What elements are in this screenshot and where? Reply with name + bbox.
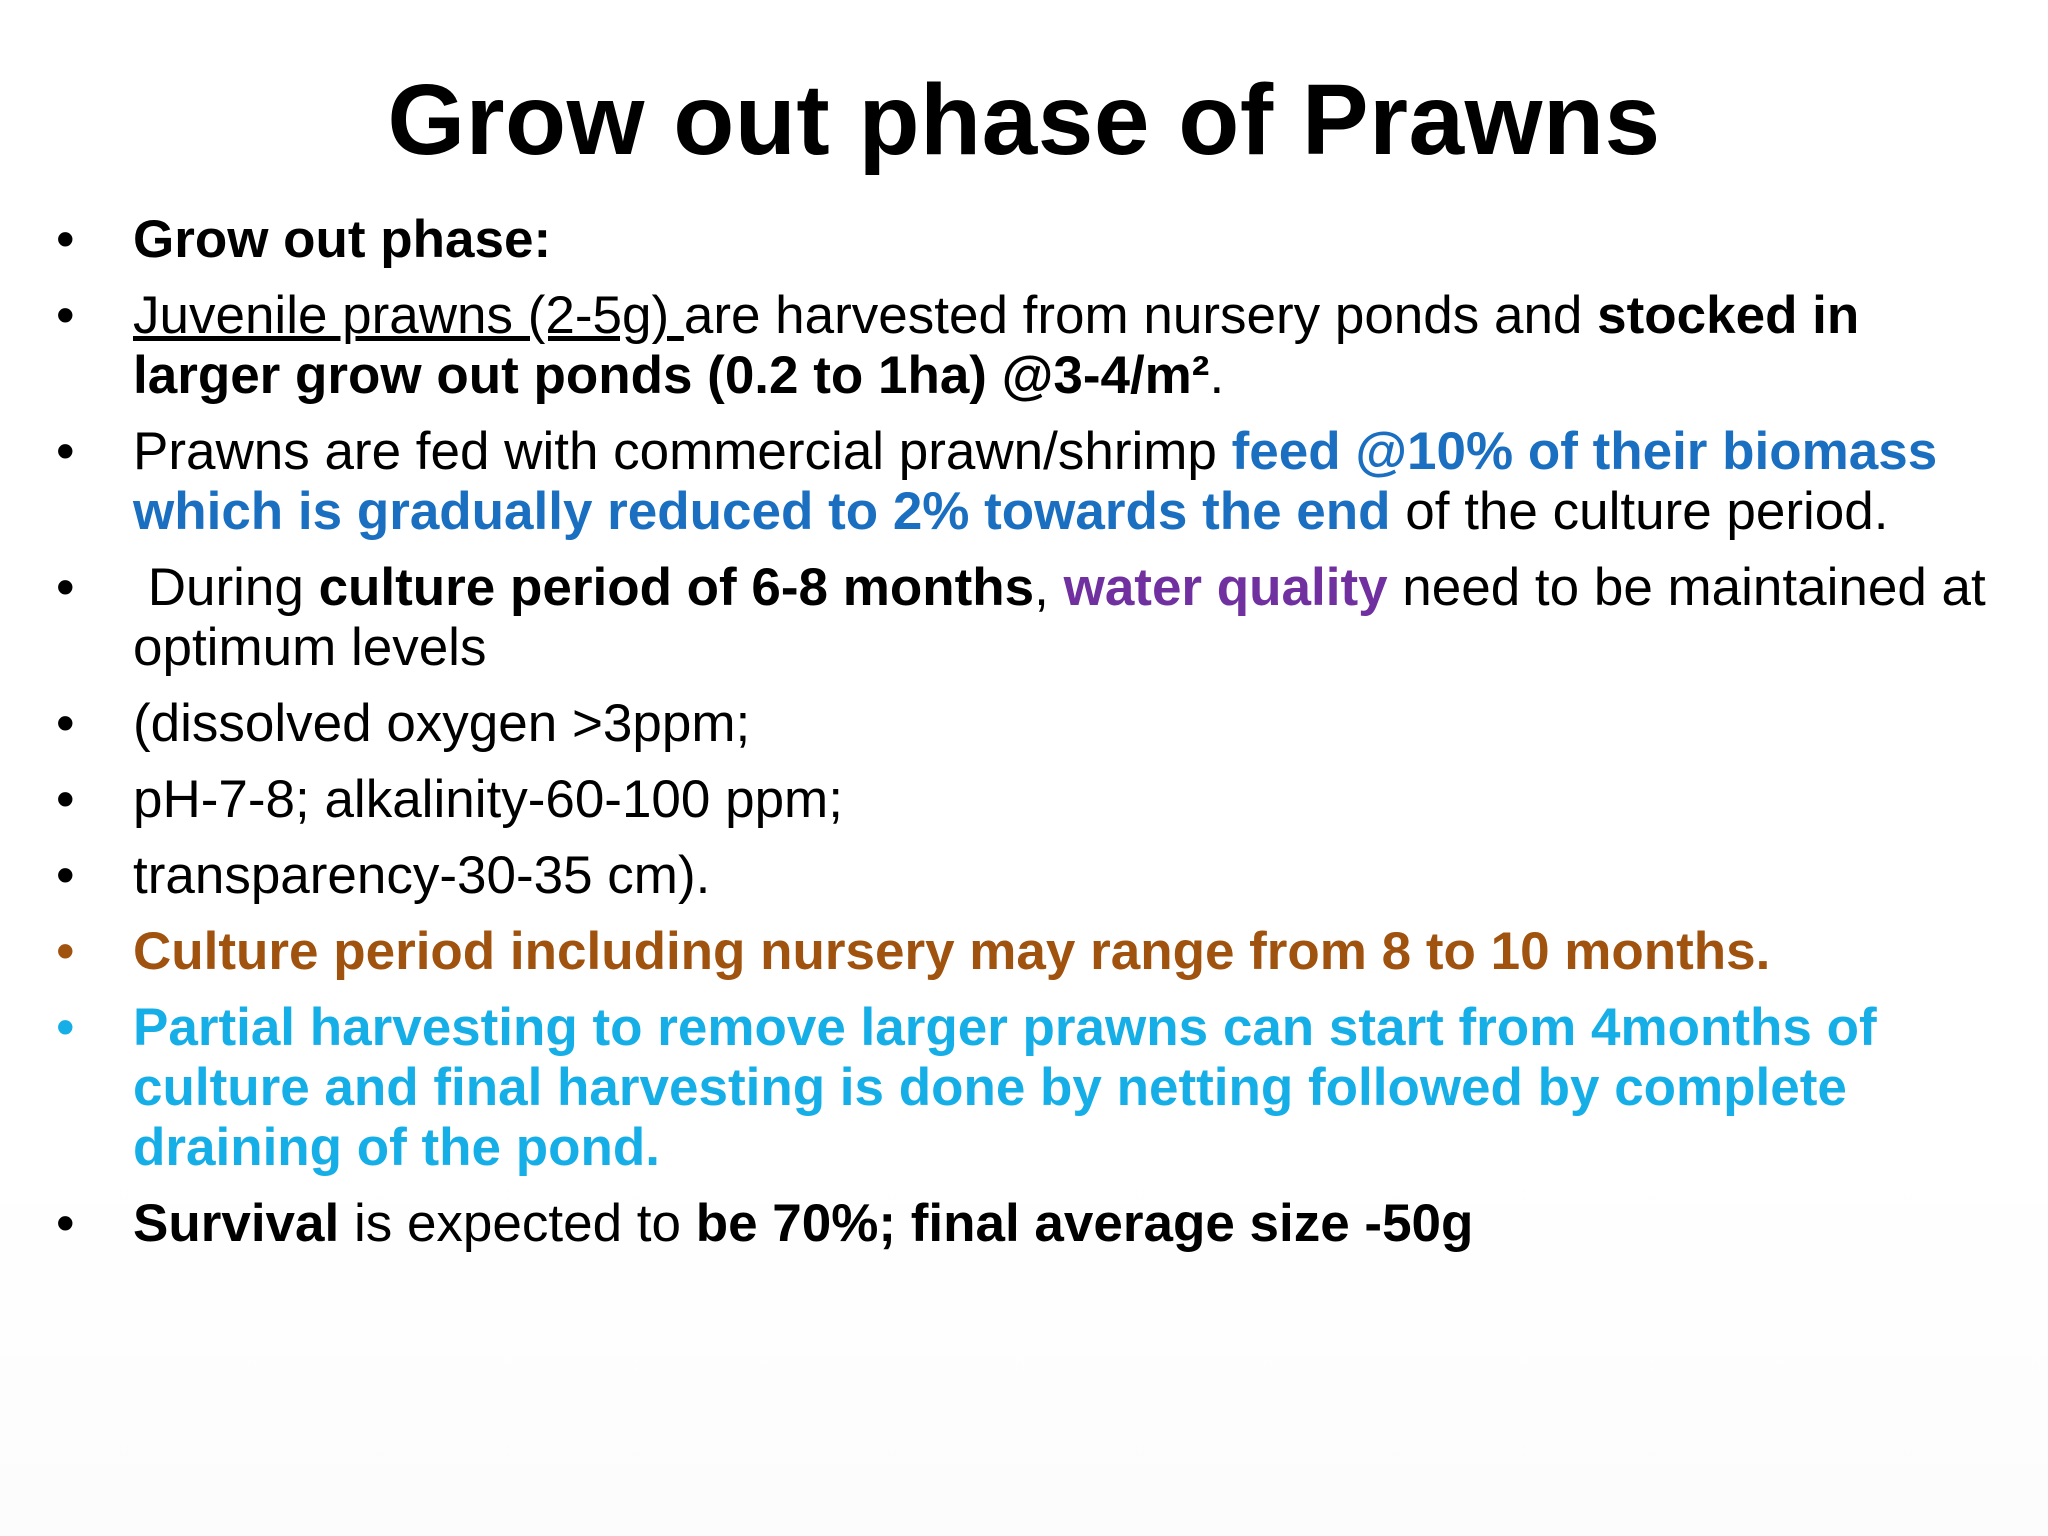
bullet-item-survival: [0, 1194, 2048, 1254]
bullet-icon: •: [56, 998, 75, 1057]
dissolved-oxygen-text: (dissolved oxygen >3ppm;: [133, 694, 751, 753]
bullet-item-grow-out-phase: [0, 210, 2048, 270]
bullet-icon: •: [56, 286, 75, 345]
survival-label: Survival: [133, 1194, 340, 1253]
bullet-list: [0, 210, 2048, 1270]
bullet-heading: Grow out phase:: [133, 210, 552, 269]
bullet-item-feeding: [0, 422, 2048, 542]
bullet-item-transparency: [0, 846, 2048, 906]
feed-rate-highlight: feed @10% of their biomass which is gradually reduced to 2% towards the end: [133, 422, 1938, 541]
survival-value-text: be 70%; final average size -50g: [695, 1194, 1474, 1253]
ph-alkalinity-text: pH-7-8; alkalinity-60-100 ppm;: [133, 770, 843, 829]
harvesting-text: Partial harvesting to remove larger prawns can start from 4months of culture and final harvesting is done by netting followed by complete draining of the pond.: [133, 998, 1877, 1177]
water-quality-highlight: water quality: [1063, 558, 1388, 617]
juvenile-prawns-text: Juvenile prawns (2-5g): [133, 286, 684, 345]
culture-period-text: culture period of 6-8 months: [318, 558, 1035, 617]
bullet-item-juvenile-stocking: [0, 286, 2048, 406]
slide-title: Grow out phase of Prawns: [387, 64, 1661, 176]
bullet-item-water-quality: [0, 558, 2048, 678]
water-quality-end-text: need to be maintained at optimum levels: [133, 558, 1986, 677]
bullet-icon: •: [56, 846, 75, 905]
stocking-density-text: stocked in larger grow out ponds (0.2 to 1ha) @3-4/m²: [133, 286, 1860, 405]
during-text: During: [133, 558, 319, 617]
comma-text: ,: [1034, 558, 1064, 617]
bullet-item-dissolved-oxygen: [0, 694, 2048, 754]
feeding-text: Prawns are fed with commercial prawn/shrimp: [133, 422, 1232, 481]
bullet-icon: •: [56, 694, 75, 753]
transparency-text: transparency-30-35 cm).: [133, 846, 711, 905]
culture-period-range-text: Culture period including nursery may range from 8 to 10 months.: [133, 922, 1771, 981]
bullet-icon: •: [56, 422, 75, 481]
bullet-item-harvesting: [0, 998, 2048, 1178]
survival-expected-text: is expected to: [339, 1194, 696, 1253]
bullet-icon: •: [56, 1194, 75, 1253]
bullet-icon: •: [56, 770, 75, 829]
bullet-icon: •: [56, 210, 75, 269]
bullet-item-ph-alkalinity: [0, 770, 2048, 830]
harvested-text: are harvested from nursery ponds and: [683, 286, 1598, 345]
feeding-end-text: of the culture period.: [1390, 482, 1889, 541]
bullet-item-culture-period: [0, 922, 2048, 982]
bullet-icon: •: [56, 922, 75, 981]
period-text: .: [1209, 346, 1225, 405]
bullet-icon: •: [56, 558, 75, 617]
